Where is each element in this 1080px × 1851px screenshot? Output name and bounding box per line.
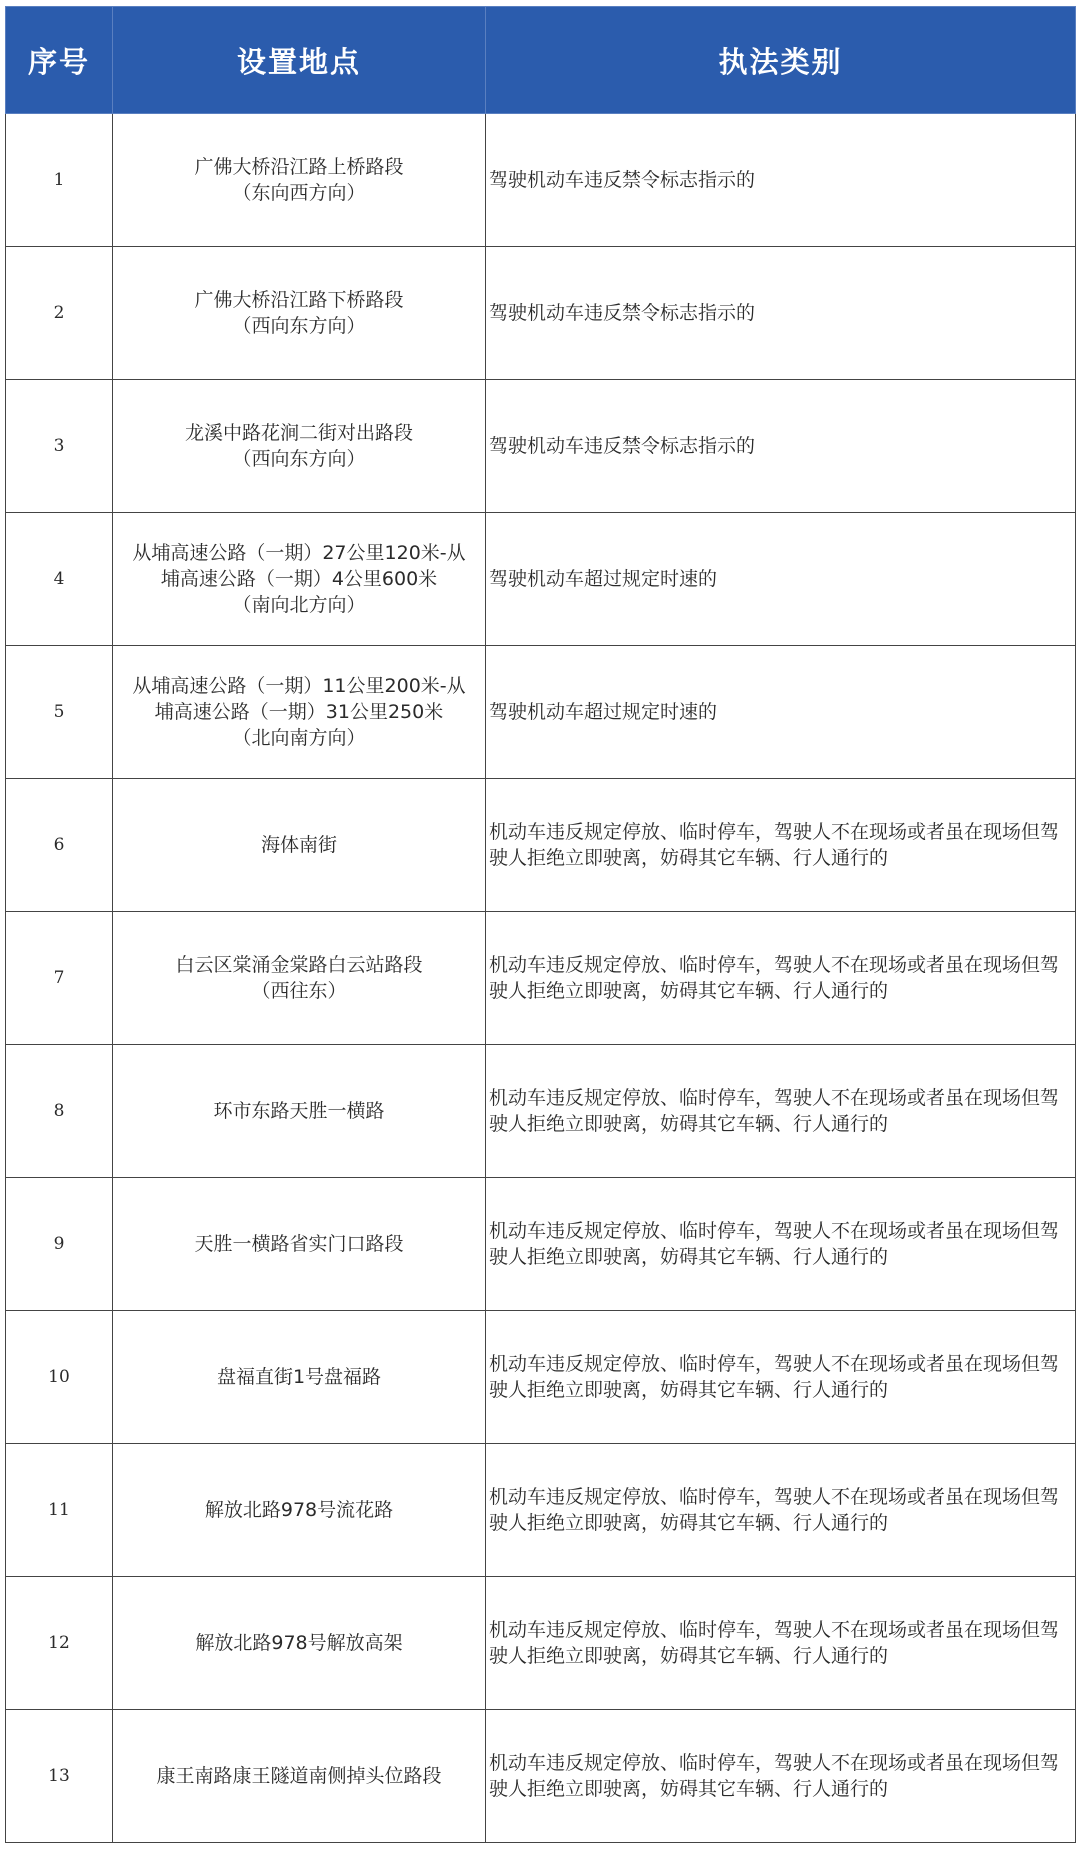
- location-line: 环市东路天胜一横路: [213, 1100, 385, 1122]
- table-row: [6, 513, 1076, 646]
- location-line: （东向西方向）: [232, 182, 366, 204]
- location-line: （南向北方向）: [232, 594, 366, 616]
- row-category: 驾驶机动车违反禁令标志指示的: [486, 114, 1076, 247]
- row-number: 4: [6, 513, 113, 646]
- row-location: [113, 1710, 486, 1843]
- row-category: 机动车违反规定停放、临时停车，驾驶人不在现场或者虽在现场但驾驶人拒绝立即驶离，妨碍其它车辆、行人通行的: [486, 1444, 1076, 1577]
- table-row: [6, 1045, 1076, 1178]
- row-location: [113, 247, 486, 380]
- row-location: [113, 1178, 486, 1311]
- location-line: 天胜一横路省实门口路段: [194, 1233, 404, 1255]
- row-location: [113, 1311, 486, 1444]
- row-category: 机动车违反规定停放、临时停车，驾驶人不在现场或者虽在现场但驾驶人拒绝立即驶离，妨碍其它车辆、行人通行的: [486, 1577, 1076, 1710]
- location-line: 盘福直街1号盘福路: [216, 1366, 382, 1388]
- table-row: [6, 912, 1076, 1045]
- row-number: 6: [6, 779, 113, 912]
- table-row: [6, 1178, 1076, 1311]
- table-row: [6, 247, 1076, 380]
- location-line: 从埔高速公路（一期）27公里120米-从: [132, 542, 466, 564]
- location-line: 埔高速公路（一期）4公里600米: [160, 568, 438, 590]
- row-number: 10: [6, 1311, 113, 1444]
- row-location: [113, 912, 486, 1045]
- row-category: 机动车违反规定停放、临时停车，驾驶人不在现场或者虽在现场但驾驶人拒绝立即驶离，妨碍其它车辆、行人通行的: [486, 1311, 1076, 1444]
- row-category: 驾驶机动车超过规定时速的: [486, 513, 1076, 646]
- location-line: 埔高速公路（一期）31公里250米: [154, 701, 444, 723]
- row-number: 8: [6, 1045, 113, 1178]
- row-number: 12: [6, 1577, 113, 1710]
- table-row: [6, 114, 1076, 247]
- table-row: [6, 1444, 1076, 1577]
- table-row: [6, 1710, 1076, 1843]
- row-category: 驾驶机动车违反禁令标志指示的: [486, 247, 1076, 380]
- table-row: [6, 779, 1076, 912]
- row-category: 机动车违反规定停放、临时停车，驾驶人不在现场或者虽在现场但驾驶人拒绝立即驶离，妨碍其它车辆、行人通行的: [486, 779, 1076, 912]
- location-line: 海体南街: [260, 834, 337, 856]
- table-header: [6, 7, 1076, 114]
- location-line: 解放北路978号流花路: [204, 1499, 394, 1521]
- header-row: [6, 7, 1076, 114]
- header-category: 执法类别: [486, 7, 1076, 114]
- location-line: 从埔高速公路（一期）11公里200米-从: [132, 675, 466, 697]
- row-category: 驾驶机动车超过规定时速的: [486, 646, 1076, 779]
- location-line: （西向东方向）: [232, 315, 366, 337]
- table-row: [6, 646, 1076, 779]
- row-category: 机动车违反规定停放、临时停车，驾驶人不在现场或者虽在现场但驾驶人拒绝立即驶离，妨碍其它车辆、行人通行的: [486, 912, 1076, 1045]
- location-line: 白云区棠涌金棠路白云站路段: [175, 954, 423, 976]
- location-line: 龙溪中路花涧二街对出路段: [184, 422, 413, 444]
- row-category: 机动车违反规定停放、临时停车，驾驶人不在现场或者虽在现场但驾驶人拒绝立即驶离，妨碍其它车辆、行人通行的: [486, 1045, 1076, 1178]
- row-location: [113, 114, 486, 247]
- row-category: 驾驶机动车违反禁令标志指示的: [486, 380, 1076, 513]
- location-line: 广佛大桥沿江路下桥路段: [194, 289, 404, 311]
- row-category: 机动车违反规定停放、临时停车，驾驶人不在现场或者虽在现场但驾驶人拒绝立即驶离，妨碍其它车辆、行人通行的: [486, 1710, 1076, 1843]
- location-line: （西向东方向）: [232, 448, 366, 470]
- row-location: [113, 779, 486, 912]
- row-number: 2: [6, 247, 113, 380]
- table-row: [6, 1577, 1076, 1710]
- table-body: [6, 114, 1076, 1843]
- row-number: 13: [6, 1710, 113, 1843]
- enforcement-table: [5, 6, 1076, 1843]
- row-number: 1: [6, 114, 113, 247]
- row-location: [113, 646, 486, 779]
- row-number: 9: [6, 1178, 113, 1311]
- header-location: 设置地点: [113, 7, 486, 114]
- row-number: 5: [6, 646, 113, 779]
- row-location: [113, 1444, 486, 1577]
- location-line: （西往东）: [251, 980, 347, 1002]
- row-number: 3: [6, 380, 113, 513]
- row-category: 机动车违反规定停放、临时停车，驾驶人不在现场或者虽在现场但驾驶人拒绝立即驶离，妨碍其它车辆、行人通行的: [486, 1178, 1076, 1311]
- location-line: （北向南方向）: [232, 727, 366, 749]
- table-row: [6, 380, 1076, 513]
- row-location: [113, 1577, 486, 1710]
- location-line: 康王南路康王隧道南侧掉头位路段: [156, 1765, 442, 1787]
- location-line: 广佛大桥沿江路上桥路段: [194, 156, 404, 178]
- header-number: 序号: [6, 7, 113, 114]
- row-location: [113, 513, 486, 646]
- row-location: [113, 1045, 486, 1178]
- row-location: [113, 380, 486, 513]
- row-number: 11: [6, 1444, 113, 1577]
- location-line: 解放北路978号解放高架: [195, 1632, 403, 1654]
- row-number: 7: [6, 912, 113, 1045]
- table-row: [6, 1311, 1076, 1444]
